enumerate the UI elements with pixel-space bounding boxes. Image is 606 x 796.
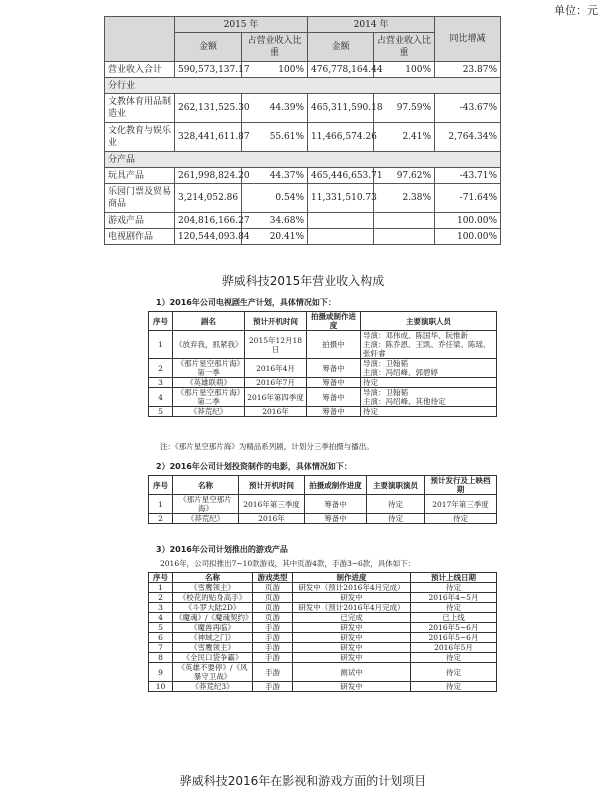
table-cell: 《魔魂》/《魔魂契约》	[173, 613, 253, 623]
header-cell: 名称	[173, 476, 239, 495]
cell-a15: 3,214,052.86	[175, 184, 242, 213]
table-cell: 《那片星空那片海》第二季	[173, 388, 245, 407]
table-cell: 手游	[253, 623, 293, 633]
table-cell: 待定	[367, 514, 425, 524]
table-cell: 5	[149, 623, 173, 633]
row-label: 电视剧作品	[105, 229, 175, 245]
cell-a14	[308, 229, 374, 245]
table-cell: 手游	[253, 633, 293, 643]
cell-yoy: -43.71%	[435, 168, 501, 184]
cell-yoy: -71.64%	[435, 184, 501, 213]
cell-a14: 476,778,164.44	[308, 62, 374, 78]
table-cell: 7	[149, 643, 173, 653]
table-cell: 《那片星空那片海》	[173, 495, 239, 514]
table-row	[149, 623, 497, 633]
cell-r15: 34.68%	[242, 213, 308, 229]
table-cell: 研发中	[293, 653, 411, 663]
table-cell: 2	[149, 359, 173, 378]
games-intro: 2016年，公司拟推出7~10款游戏，其中页游4款，手游3~6款，具体如下：	[160, 559, 416, 568]
table-cell: 研发中	[293, 593, 411, 603]
table-cell: 《英雄不要停》/《风暴守卫战》	[173, 663, 253, 682]
film-table	[148, 475, 497, 524]
tv-note: 注：《那片星空那片海》为精品系列剧，计划分三季拍摄与播出。	[160, 442, 374, 451]
table-cell: 2016年5~6月	[411, 623, 497, 633]
table-cell: 手游	[253, 643, 293, 653]
table-cell: 《放弃我，抓紧我》	[173, 331, 245, 359]
caption-plans: 骅威科技2016年在影视和游戏方面的计划项目	[179, 774, 427, 788]
cell-r15: 55.61%	[242, 123, 308, 152]
table-cell: 页游	[253, 613, 293, 623]
table-row	[105, 184, 501, 213]
table-row	[149, 407, 497, 417]
table-cell: 2016年7月	[245, 378, 307, 388]
table-cell: 2016年第四季度	[245, 388, 307, 407]
header-cell: 序号	[149, 312, 173, 331]
cell-r15: 0.54%	[242, 184, 308, 213]
header-cell: 名称	[173, 573, 253, 583]
header-cell: 剧名	[173, 312, 245, 331]
table-cell: 研发中（预计2016年4月完成）	[293, 583, 411, 593]
header-cell: 序号	[149, 476, 173, 495]
table-row	[149, 643, 497, 653]
table-cell: 页游	[253, 583, 293, 593]
header-cell: 游戏类型	[253, 573, 293, 583]
cell-r14: 97.62%	[374, 168, 435, 184]
cell-a14	[308, 213, 374, 229]
header-cell: 序号	[149, 573, 173, 583]
table-cell: 导演：卫翰韬 主演：冯绍峰、郭碧婷	[361, 359, 497, 378]
table-row	[105, 62, 501, 78]
table-row	[105, 78, 501, 94]
table-cell: 待定	[411, 583, 497, 593]
cell-r15: 20.41%	[242, 229, 308, 245]
table-cell: 待定	[411, 653, 497, 663]
table-cell: 《全民口袋争霸》	[173, 653, 253, 663]
ratio-header: 占营业收入比重	[374, 33, 435, 62]
table-cell: 导演：邓伟成、陈国华、阮惟新 主演：陈乔恩、王凯、乔任梁、陈瑶、张轩睿	[361, 331, 497, 359]
cell-r14: 97.59%	[374, 94, 435, 123]
table-cell: 4	[149, 613, 173, 623]
amount-header: 金额	[175, 33, 242, 62]
table-row	[149, 603, 497, 613]
table-cell: 《魔兽再临》	[173, 623, 253, 633]
table-row	[149, 583, 497, 593]
table-cell: 5	[149, 407, 173, 417]
table-cell: 《莽荒纪3》	[173, 682, 253, 692]
cell-a14: 465,311,590.18	[308, 94, 374, 123]
cell-a14: 465,446,653.71	[308, 168, 374, 184]
table-cell: 2016年5月	[411, 643, 497, 653]
row-label: 文教体育用品制造业	[105, 94, 175, 123]
year-2014-header: 2014 年	[308, 17, 435, 33]
header-cell: 制作进度	[293, 573, 411, 583]
header-cell: 预计上线日期	[411, 573, 497, 583]
revenue-table	[104, 16, 501, 245]
header-cell: 拍摄或制作进度	[305, 476, 367, 495]
cell-a15: 204,816,166.27	[175, 213, 242, 229]
table-cell: 已完成	[293, 613, 411, 623]
table-row	[105, 229, 501, 245]
table-cell: 筹备中	[307, 359, 361, 378]
table-cell: 待定	[411, 603, 497, 613]
table-cell: 6	[149, 633, 173, 643]
cell-yoy: 23.87%	[435, 62, 501, 78]
table-cell: 研发中	[293, 623, 411, 633]
table-cell: 待定	[367, 495, 425, 514]
table-cell: 2016年第三季度	[239, 495, 305, 514]
table-row	[149, 663, 497, 682]
row-label: 玩具产品	[105, 168, 175, 184]
header-cell: 主要演职演员	[367, 476, 425, 495]
tv-heading: 1）2016年公司电视剧生产计划，具体情况如下：	[156, 298, 336, 307]
table-cell: 《校花的贴身高手》	[173, 593, 253, 603]
cell-r15: 44.37%	[242, 168, 308, 184]
section-row: 分行业	[105, 78, 501, 94]
table-cell: 《那片星空那片海》第一季	[173, 359, 245, 378]
year-2015-header: 2015 年	[175, 17, 308, 33]
unit-label: 单位：元	[554, 4, 598, 17]
cell-a15: 261,998,824.20	[175, 168, 242, 184]
cell-r14	[374, 229, 435, 245]
cell-yoy: 2,764.34%	[435, 123, 501, 152]
table-cell: 拍摄中	[307, 331, 361, 359]
yoy-header: 同比增减	[435, 17, 501, 62]
table-row	[105, 168, 501, 184]
table-cell: 4	[149, 388, 173, 407]
table-cell: 2016年	[245, 407, 307, 417]
table-cell: 研发中	[293, 633, 411, 643]
table-cell: 2015年12月18日	[245, 331, 307, 359]
table-row	[105, 152, 501, 168]
table-cell: 待定	[361, 407, 497, 417]
table-cell: 筹备中	[307, 407, 361, 417]
cell-yoy: -43.67%	[435, 94, 501, 123]
table-cell: 待定	[411, 682, 497, 692]
cell-r14: 2.38%	[374, 184, 435, 213]
ratio-header: 占营业收入比重	[242, 33, 308, 62]
row-label: 文化教育与娱乐业	[105, 123, 175, 152]
table-cell: 研发中	[293, 643, 411, 653]
cell-yoy: 100.00%	[435, 213, 501, 229]
cell-r14: 100%	[374, 62, 435, 78]
table-cell: 筹备中	[307, 378, 361, 388]
header-cell: 预计发行及上映档期	[425, 476, 497, 495]
table-cell: 3	[149, 603, 173, 613]
header-cell: 预计开机时间	[245, 312, 307, 331]
table-cell: 待定	[411, 663, 497, 682]
table-cell: 《雪鹰领主》	[173, 583, 253, 593]
table-cell: 手游	[253, 653, 293, 663]
table-cell: 《英雄联萌》	[173, 378, 245, 388]
table-cell: 页游	[253, 603, 293, 613]
table-cell: 2016年4月	[245, 359, 307, 378]
section-row: 分产品	[105, 152, 501, 168]
cell-a15: 120,544,093.84	[175, 229, 242, 245]
cell-a14: 11,466,574.26	[308, 123, 374, 152]
table-cell: 《莽荒纪》	[173, 407, 245, 417]
table-cell: 《雪鹰领主》	[173, 643, 253, 653]
cell-r15: 44.39%	[242, 94, 308, 123]
table-row	[149, 331, 497, 359]
tv-table	[148, 311, 497, 417]
table-row	[105, 123, 501, 152]
table-cell: 1	[149, 583, 173, 593]
cell-r14	[374, 213, 435, 229]
table-cell: 《莽荒纪》	[173, 514, 239, 524]
table-row	[149, 514, 497, 524]
table-cell: 手游	[253, 663, 293, 682]
table-cell: 9	[149, 663, 173, 682]
table-row	[149, 495, 497, 514]
film-heading: 2）2016年公司计划投资制作的电影，具体情况如下：	[156, 462, 352, 471]
cell-r14: 2.41%	[374, 123, 435, 152]
table-cell: 10	[149, 682, 173, 692]
header-cell: 主要演职人员	[361, 312, 497, 331]
table-cell: 导演：卫翰韬 主演：冯绍峰、其他待定	[361, 388, 497, 407]
table-cell: 1	[149, 331, 173, 359]
table-row	[149, 593, 497, 603]
cell-r15: 100%	[242, 62, 308, 78]
caption-revenue: 骅威科技2015年营业收入构成	[221, 274, 385, 288]
table-cell: 3	[149, 378, 173, 388]
row-label: 乐园门票及贸易商品	[105, 184, 175, 213]
table-cell: 2016年	[239, 514, 305, 524]
header-cell: 预计开机时间	[239, 476, 305, 495]
table-cell: 2	[149, 514, 173, 524]
row-label: 营业收入合计	[105, 62, 175, 78]
table-cell: 2016年5~6月	[411, 633, 497, 643]
table-cell: 已上线	[411, 613, 497, 623]
table-cell: 《神域之门》	[173, 633, 253, 643]
table-cell: 2017年第三季度	[425, 495, 497, 514]
table-cell: 1	[149, 495, 173, 514]
corner-cell	[105, 17, 175, 62]
row-label: 游戏产品	[105, 213, 175, 229]
games-table	[148, 572, 497, 692]
table-cell: 研发中	[293, 682, 411, 692]
header-cell: 拍摄或制作进度	[307, 312, 361, 331]
table-cell: 筹备中	[307, 388, 361, 407]
table-row	[149, 359, 497, 378]
table-cell: 待定	[361, 378, 497, 388]
table-row	[149, 653, 497, 663]
table-row	[149, 388, 497, 407]
table-row	[105, 94, 501, 123]
cell-a15: 262,131,525.30	[175, 94, 242, 123]
cell-yoy: 100.00%	[435, 229, 501, 245]
cell-a15: 590,573,137.17	[175, 62, 242, 78]
table-cell: 页游	[253, 593, 293, 603]
table-row	[149, 378, 497, 388]
table-row	[149, 633, 497, 643]
table-cell: 8	[149, 653, 173, 663]
table-cell: 筹备中	[305, 495, 367, 514]
table-cell: 2016年4~5月	[411, 593, 497, 603]
table-cell: 研发中（预计2016年4月完成）	[293, 603, 411, 613]
amount-header: 金额	[308, 33, 374, 62]
table-row	[149, 682, 497, 692]
games-heading: 3）2016年公司计划推出的游戏产品	[156, 545, 288, 554]
table-cell: 手游	[253, 682, 293, 692]
table-cell: 待定	[425, 514, 497, 524]
table-row	[149, 613, 497, 623]
table-row	[105, 213, 501, 229]
table-cell: 筹备中	[305, 514, 367, 524]
table-cell: 测试中	[293, 663, 411, 682]
table-cell: 《斗罗大陆2D》	[173, 603, 253, 613]
cell-a15: 328,441,611.87	[175, 123, 242, 152]
cell-a14: 11,331,510.73	[308, 184, 374, 213]
table-cell: 2	[149, 593, 173, 603]
